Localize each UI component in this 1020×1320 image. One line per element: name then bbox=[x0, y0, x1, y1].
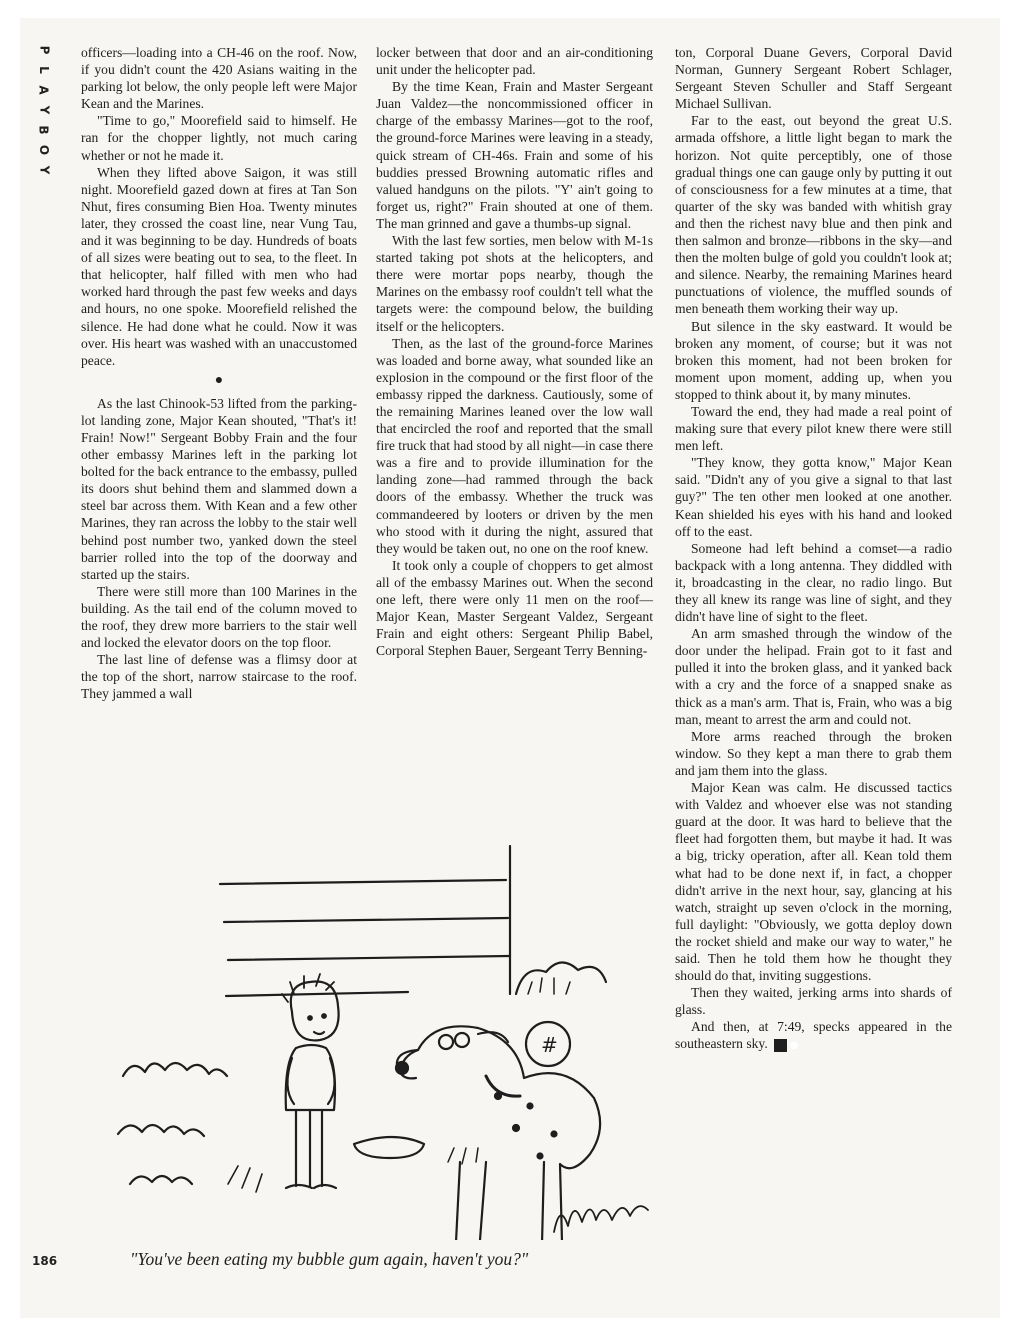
fence-rail bbox=[226, 992, 408, 996]
paragraph: "They know, they gotta know," Major Kean said. "Didn't any of you give a signal to that last guy?" The ten other men looked at one another. Kean shielded his eyes with his hand and looked off to the east. bbox=[675, 455, 952, 539]
paragraph: By the time Kean, Frain and Master Sergeant Juan Valdez—the noncommissioned officer in charge of the embassy Marines—got to the roof, the ground-force Marines were leaving in a steady, quick stream of CH-46s. Frain and some of his buddies pressed Browning automatic rifles and valued handguns on the pilots. "Y' ain't going to forget us, right?" Frain shouted at one of them. The man grinned and gave a thumbs-up signal. bbox=[376, 79, 653, 231]
paragraph: When they lifted above Saigon, it was still night. Moorefield gazed down at fires at Tan Son Nhut, fires consuming Bien Hoa. Twenty minutes later, they crossed the coast line, near Vung Tau, and it was beginning to be day. Hundreds of boats of all sizes were beating out to sea, to the fleet. In that helicopter, half filled with men who had worked hard through the past few weeks and days and hours, no one spoke. Moorefield relished the silence. He had done what he could. Now it was over. His heart was washed with an unaccustomed peace. bbox=[81, 164, 357, 368]
fence-rail bbox=[224, 918, 508, 922]
bush-left-3 bbox=[130, 1176, 192, 1184]
mag-letter: Y bbox=[36, 165, 51, 175]
article-column-1 bbox=[81, 44, 357, 702]
paragraph: As the last Chinook-53 lifted from the parking-lot landing zone, Major Kean shouted, "That's it! Frain! Now!" Sergeant Bobby Frain and the four other embassy Marines left in the parking lot bolted for the back entrance to the embassy, pulled its doors shut behind them and slammed down a steel bar across them. With Kean and a few other Marines, they ran across the lobby to the stair well behind post number two, yanked down the steel barrier rolled into the top of the doorway and started up the stairs. bbox=[81, 395, 357, 582]
dog-figure bbox=[396, 1022, 600, 1240]
paragraph: "Time to go," Moorefield said to himself. He ran for the chopper lightly, not much caring whether or not he made it. bbox=[81, 113, 357, 163]
paragraph: It took only a couple of choppers to get almost all of the embassy Marines out. When the second one left, there were only 11 men on the roof—Major Kean, Master Sergeant Valdez, Sergeant Frain and eight others: Sergeant Philip Babel, Corporal Stephen Bauer, Sergeant Terry Benning- bbox=[376, 557, 653, 659]
paragraph: ton, Corporal Duane Gevers, Corporal David Norman, Gunnery Sergeant Robert Schlager, Sergeant Steven Schuller and Staff Sergeant Michael Sullivan. bbox=[675, 45, 952, 112]
mag-letter: P bbox=[36, 45, 51, 55]
mag-letter: A bbox=[36, 85, 51, 95]
paragraph: locker between that door and an air-conditioning unit under the helicopter pad. bbox=[376, 45, 653, 78]
paragraph: Far to the east, out beyond the great U.S. armada offshore, a little light began to mark the horizon. Not quite perceptibly, one of those gradual things one can gauge only by putting it out of consciousness for a few minutes at a time, that quarter of the sky was banded with whitish gray and then the richest navy blue and then pink and then salmon and bronze—ribbons in the sky—and then the molten bulge of gold you couldn't look at; and silence. Nearby, the remaining Marines heard punctuations of violence, the muffled sounds of men beneath them working their way up. bbox=[675, 113, 952, 317]
dog-patch-symbol: # bbox=[541, 1033, 558, 1057]
paragraph: More arms reached through the broken window. So they kept a man there to grab them and jam them into the glass. bbox=[675, 728, 952, 778]
mag-letter: Y bbox=[36, 105, 51, 115]
paragraph: Then, as the last of the ground-force Marines was loaded and borne away, what sounded like an explosion in the compound or the first floor of the embassy ripped the darkness. Cautiously, some of the remaining Marines leaned over the low wall that encircled the roof and reported that the small fire truck that had stood by all night—in case there was a fire and to provide illumination for the landing zone—had rammed through the back doors of the embassy. Whether the truck was commandeered by looters or driven by the men who stood with it during the night, assured that they would be taken out, no one on the roof knew. bbox=[376, 335, 653, 556]
article-column-3 bbox=[675, 44, 952, 1053]
bush-left bbox=[123, 1063, 227, 1076]
paragraph: An arm smashed through the window of the door under the helipad. Frain got to it fast and pulled it into the broken glass, and it yanked back with a cry and the force of a snapped snake as thick as a man's arm. That is, Frain, who was a big man, meant to arrest the arm and could not. bbox=[675, 626, 952, 727]
dog-nose bbox=[396, 1062, 408, 1074]
paragraph: Someone had left behind a comset—a radio backpack with a long antenna. They diddled with it, broadcasting in the clear, no radio lingo. But they all knew its range was line of sight, and they didn't have line of sight to the fleet. bbox=[675, 540, 952, 625]
paragraph-text: And then, at 7:49, specks appeared in the southeastern sky. bbox=[675, 1019, 952, 1052]
mag-letter: B bbox=[37, 125, 51, 135]
magazine-page bbox=[20, 18, 1000, 1318]
mag-letter: O bbox=[36, 144, 51, 156]
fence-rail bbox=[220, 880, 506, 884]
boy-figure bbox=[282, 974, 339, 1188]
cartoon-caption: "You've been eating my bubble gum again, haven't you?" bbox=[130, 1249, 529, 1269]
paragraph: There were still more than 100 Marines in the building. As the tail end of the column moved to the roof, they drew more barriers to the stair well and locked the elevator doors on the top floor. bbox=[81, 583, 357, 651]
fence-rail bbox=[228, 956, 510, 960]
mag-letter: L bbox=[37, 66, 51, 74]
paragraph: With the last few sorties, men below with M-1s started taking pot shots at the helicopters, and there were mortar pops nearby, though the Marines on the embassy roof couldn't tell what the targets were: the compound below, the building itself or the helicopters. bbox=[376, 233, 653, 334]
final-paragraph bbox=[675, 1018, 952, 1052]
cartoon-illustration bbox=[78, 844, 658, 1240]
paragraph: Toward the end, they had made a real point of making sure that every pilot knew there were still men left. bbox=[675, 403, 952, 454]
page-number: 186 bbox=[32, 1254, 58, 1268]
cartoonist-signature-mark bbox=[554, 1206, 648, 1232]
paragraph: officers—loading into a CH-46 on the roof. Now, if you didn't count the 420 Asians waiting in the parking lot below, the only people left were Major Kean and the Marines. bbox=[81, 45, 357, 112]
section-break: ● bbox=[214, 372, 224, 388]
magazine-vertical-name bbox=[34, 40, 54, 180]
paragraph: Major Kean was calm. He discussed tactics with Valdez and whoever else was not standing guard at the door. It was hard to believe that the fleet had forgotten them, but maybe it had. It was a big, tricky operation, after all. Kean told them what had to be done next if, in fact, a chopper didn't arrive in the next hour, say, glancing at his watch, straight up seven o'clock in the morning, full daylight: "Obviously, we gotta deploy down the rocket shield and make our way to water," he said. Then he told them how he thought they should do that, inviting suggestions. bbox=[675, 780, 952, 984]
paragraph: Then they waited, jerking arms into shards of glass. bbox=[675, 985, 952, 1018]
paragraph: But silence in the sky eastward. It would be broken any moment, of course; but it was not broken this moment, had not been broken for moment upon moment, adding up, when you stopped to think about it, by many minutes. bbox=[675, 318, 952, 402]
bush-left-2 bbox=[118, 1125, 204, 1136]
bunny-end-mark-icon: ● bbox=[774, 1039, 787, 1052]
dog-bowl bbox=[354, 1137, 424, 1158]
paragraph: The last line of defense was a flimsy door at the top of the short, narrow staircase to the roof. They jammed a wall bbox=[81, 652, 357, 702]
article-column-2 bbox=[376, 44, 653, 659]
